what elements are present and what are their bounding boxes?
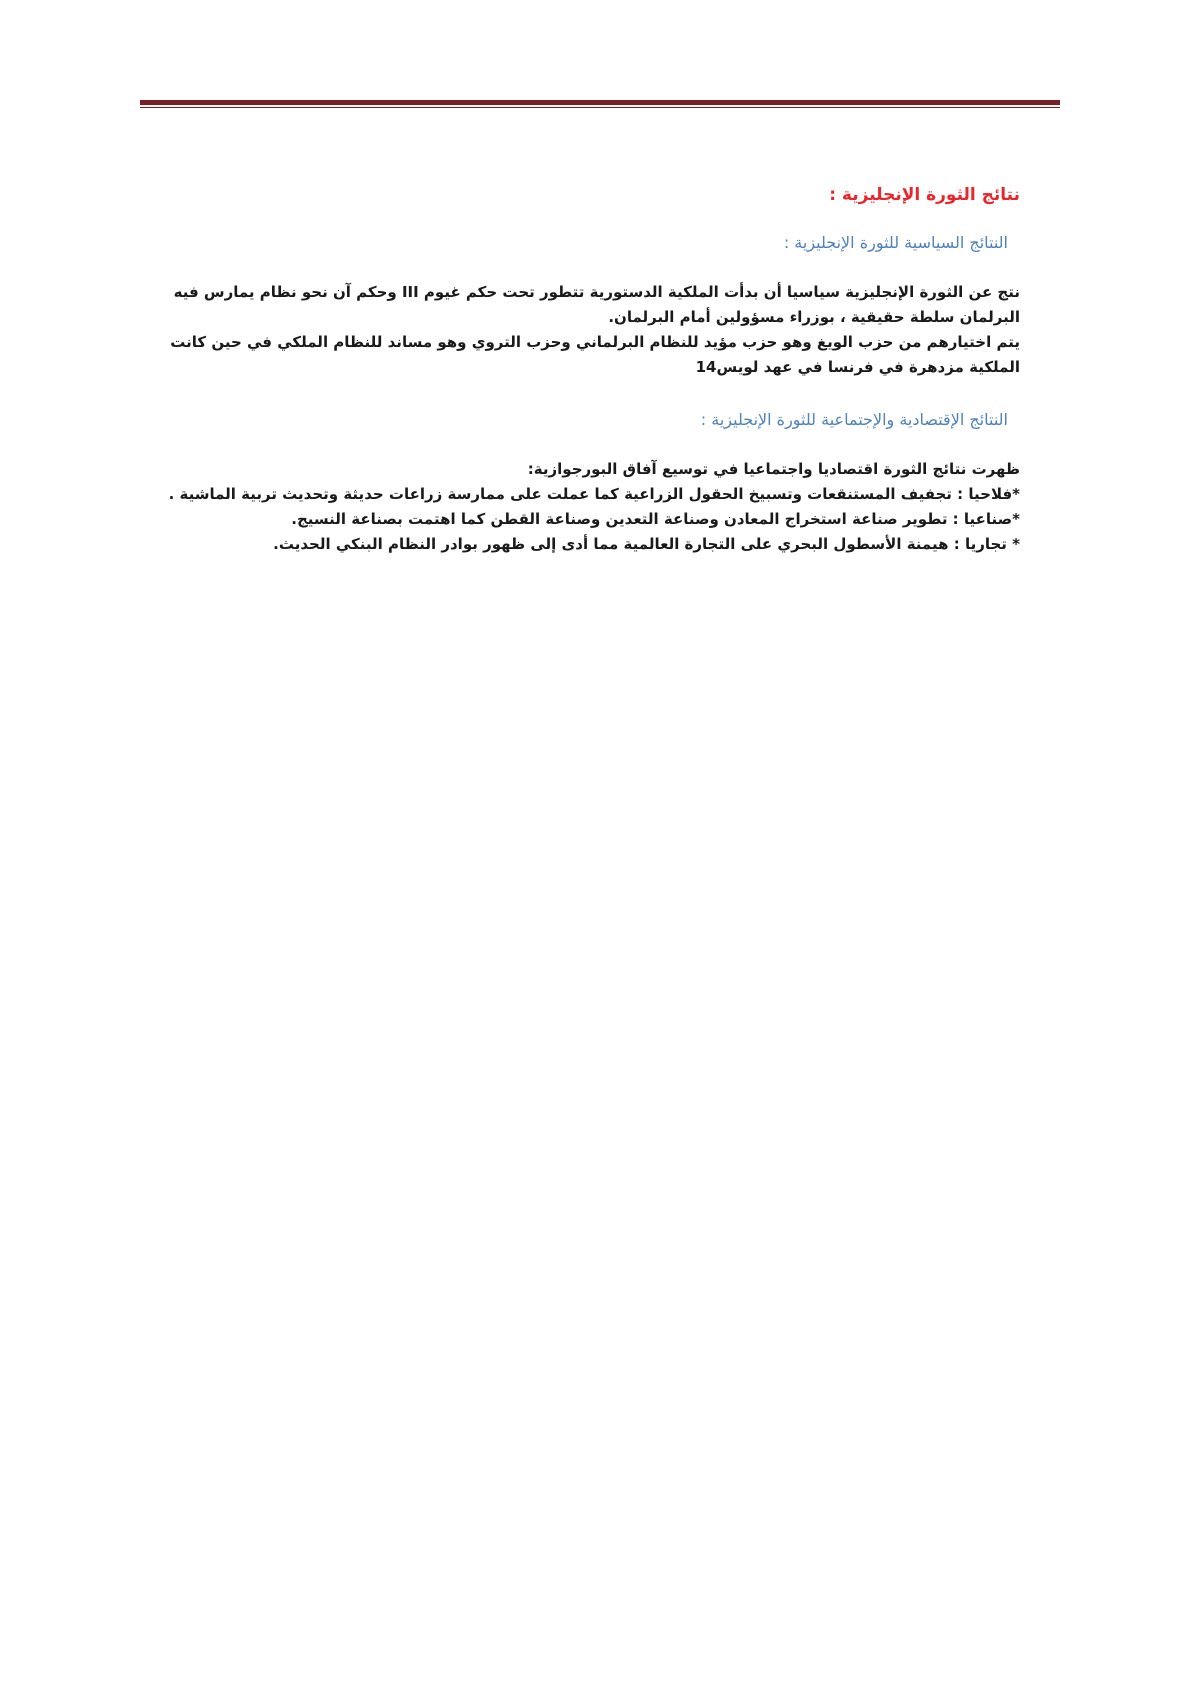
paragraph-economic-intro: ظهرت نتائج الثورة اقتصاديا واجتماعيا في توسيع آفاق البورجوازية: <box>527 460 1020 478</box>
page-title: نتائج الثورة الإنجليزية : <box>829 185 1020 205</box>
section-heading-political: النتائج السياسية للثورة الإنجليزية : <box>783 233 1008 252</box>
paragraph-political-2: يتم اختيارهم من حزب الويغ وهو حزب مؤيد للنظام البرلماني وحزب التروي وهو مساند للنظام الملكي في حين كانت الملكية مزدهرة في فرنسا في عهد لويس14 <box>170 333 1020 376</box>
list-item-industry: *صناعيا : تطوير صناعة استخراج المعادن وصناعة التعدين وصناعة القطن كما اهتمت بصناعة النسيج. <box>291 510 1020 528</box>
document-body <box>140 185 1020 587</box>
paragraph-political-1: نتج عن الثورة الإنجليزية سياسيا أن بدأت الملكية الدستورية تتطور تحت حكم غيوم III وحكم آن نحو نظام يمارس فيه البرلمان سلطة حقيقية ، بوزراء مسؤولين أمام البرلمان. <box>173 283 1020 326</box>
section-political <box>140 233 1020 380</box>
header-rule-thick <box>140 100 1060 105</box>
section-economic-social <box>140 410 1020 557</box>
header-rule-thin <box>140 107 1060 108</box>
list-item-agriculture: *فلاحيا : تجفيف المستنقعات وتسبيخ الحقول الزراعية كما عملت على ممارسة زراعات حديثة وتحديث تربية الماشية . <box>168 485 1020 503</box>
section-heading-economic-social: النتائج الإقتصادية والإجتماعية للثورة الإنجليزية : <box>700 410 1008 429</box>
list-item-trade: * تجاريا : هيمنة الأسطول البحري على التجارة العالمية مما أدى إلى ظهور بوادر النظام البنكي الحديث. <box>273 535 1020 553</box>
header-rule <box>140 100 1060 108</box>
